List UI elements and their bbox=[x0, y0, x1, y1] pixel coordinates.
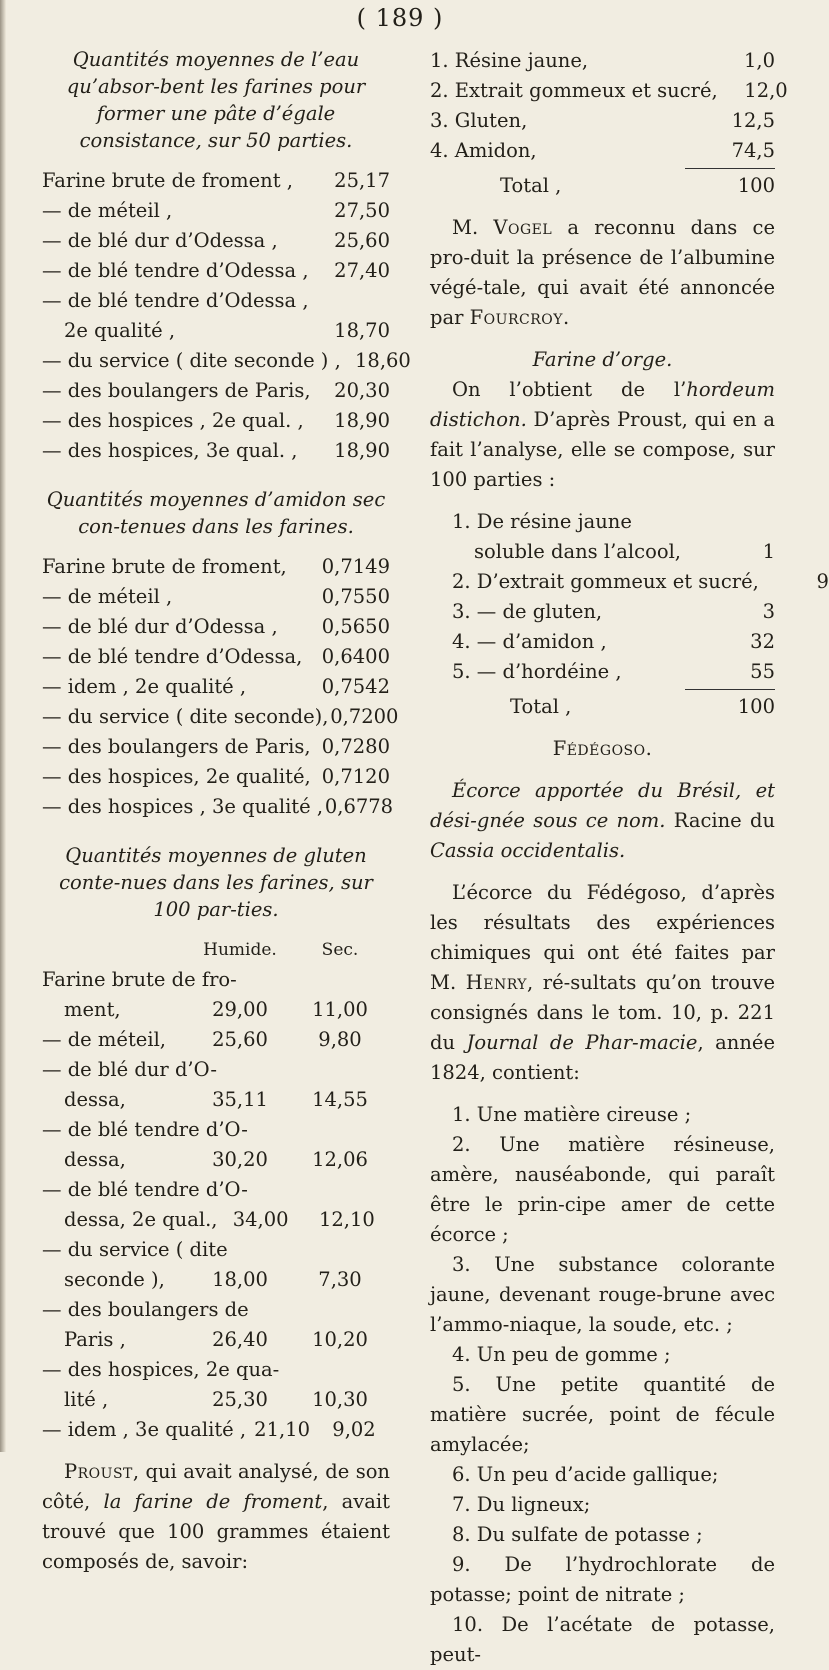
row-dry: 12,10 bbox=[318, 1208, 375, 1231]
table-row bbox=[42, 1115, 390, 1145]
table-row bbox=[42, 732, 390, 762]
row-value: 18,60 bbox=[355, 349, 411, 372]
table-row bbox=[42, 1205, 390, 1235]
row-label: — de blé tendre d’Odessa, bbox=[42, 645, 303, 668]
row-label: 4. — d’amidon , bbox=[452, 630, 607, 653]
row-dry: 10,20 bbox=[312, 1328, 368, 1351]
row-wet bbox=[237, 965, 314, 995]
row-value: 0,6778 bbox=[324, 795, 394, 818]
row-value: 0,5650 bbox=[321, 615, 390, 638]
gluten-table-header bbox=[42, 935, 390, 965]
table-row bbox=[42, 166, 390, 196]
row-wet: 25,30 bbox=[212, 1388, 268, 1411]
page-edge-shadow bbox=[0, 0, 6, 1452]
vogel-text: a reconnu dans ce pro-duit la présence de l’albumine végé-tale, qui avait été annoncée par bbox=[430, 216, 775, 329]
row-label: — de blé dur d’O- bbox=[42, 1058, 217, 1081]
row-label: 4. Amidon, bbox=[430, 139, 537, 162]
table-row bbox=[42, 316, 390, 346]
row-dry: 14,55 bbox=[312, 1088, 368, 1111]
orge-table bbox=[430, 507, 829, 722]
row-wet: 18,00 bbox=[212, 1268, 268, 1291]
row-label: — idem , 2e qualité , bbox=[42, 675, 247, 698]
row-dry bbox=[335, 1355, 390, 1385]
row-label: 2e qualité , bbox=[64, 319, 176, 342]
table-row bbox=[42, 762, 390, 792]
row-dry bbox=[313, 965, 390, 995]
list-item: 9. De l’hydrochlorate de potasse; point de nitrate ; bbox=[430, 1553, 775, 1606]
proust-text-1: , qui avait analysé, de son côté, bbox=[42, 1460, 390, 1513]
henry-name: Henry bbox=[465, 971, 528, 994]
row-value: 18,90 bbox=[334, 439, 390, 462]
row-dry: 9,02 bbox=[332, 1418, 376, 1441]
table-row bbox=[42, 1415, 390, 1445]
row-wet: 35,11 bbox=[212, 1088, 268, 1111]
row-wet bbox=[279, 1355, 334, 1385]
row-label: — du service ( dite bbox=[42, 1238, 228, 1261]
table-row bbox=[430, 567, 829, 597]
table-row bbox=[430, 136, 775, 166]
row-dry bbox=[303, 1055, 390, 1085]
row-wet: 29,00 bbox=[212, 998, 268, 1021]
fedegoso-paragraph bbox=[430, 878, 775, 1088]
table-row bbox=[42, 672, 390, 702]
table-row bbox=[42, 1325, 390, 1355]
row-dry: 7,30 bbox=[318, 1268, 362, 1291]
row-wet: 34,00 bbox=[232, 1208, 289, 1231]
table-row bbox=[42, 1355, 390, 1385]
left-column bbox=[42, 46, 411, 1577]
row-wet bbox=[248, 1175, 319, 1205]
total-value: 100 bbox=[737, 174, 775, 197]
row-value: 20,30 bbox=[334, 379, 390, 402]
proust-name: Proust bbox=[64, 1460, 133, 1483]
list-item: 10. De l’acétate de potasse, peut- bbox=[430, 1613, 775, 1666]
list-item: 4. Un peu de gomme ; bbox=[452, 1343, 671, 1366]
list-item: 8. Du sulfate de potasse ; bbox=[452, 1523, 703, 1546]
row-label: 5. — d’hordéine , bbox=[452, 660, 622, 683]
list-item: 1. Une matière cireuse ; bbox=[452, 1103, 692, 1126]
fedegoso-list bbox=[430, 1100, 775, 1670]
journal-italic: Journal de Phar-macie bbox=[466, 1031, 698, 1054]
list-item: 5. Une petite quantité de matière sucrée, point de fécule amylacée; bbox=[430, 1373, 775, 1456]
row-dry: 11,00 bbox=[312, 998, 368, 1021]
table-row bbox=[42, 1055, 390, 1085]
table-row bbox=[42, 1085, 390, 1115]
row-label: Paris , bbox=[64, 1328, 126, 1351]
row-label: seconde ), bbox=[64, 1268, 165, 1291]
orge-text-2: D’après Proust, qui en a fait l’analyse, elle se compose, sur 100 parties : bbox=[430, 408, 775, 491]
row-value: 1 bbox=[762, 540, 775, 563]
row-dry: 12,06 bbox=[312, 1148, 368, 1171]
table-row bbox=[42, 1385, 390, 1415]
composition-table bbox=[430, 46, 788, 201]
table-row bbox=[42, 226, 390, 256]
orge-heading: Farine d’orge. bbox=[532, 348, 673, 371]
table-row bbox=[42, 552, 390, 582]
row-label: Farine brute de fro- bbox=[42, 968, 237, 991]
row-label: 2. D’extrait gommeux et sucré, bbox=[452, 570, 759, 593]
list-item: 7. Du ligneux; bbox=[452, 1493, 591, 1516]
row-label: — de blé tendre d’O- bbox=[42, 1118, 248, 1141]
table-row bbox=[42, 256, 390, 286]
fedegoso-italic: Écorce apportée du Brésil, et dési-gnée sous ce nom. bbox=[430, 779, 775, 832]
row-dry bbox=[309, 1235, 390, 1265]
row-label: — de méteil, bbox=[42, 1028, 166, 1051]
row-value: 18,90 bbox=[334, 409, 390, 432]
row-wet bbox=[217, 1055, 304, 1085]
row-value: 0,6400 bbox=[321, 645, 390, 668]
row-value: 9 bbox=[816, 570, 829, 593]
vogel-paragraph bbox=[430, 213, 775, 333]
table-row bbox=[430, 657, 775, 687]
row-value: 0,7149 bbox=[321, 555, 390, 578]
total-label: Total , bbox=[510, 695, 572, 718]
row-label: — du service ( dite seconde ) , bbox=[42, 349, 341, 372]
row-label: — de blé dur d’Odessa , bbox=[42, 229, 278, 252]
row-value: 0,7280 bbox=[321, 735, 390, 758]
row-dry: 10,30 bbox=[312, 1388, 368, 1411]
total-value: 100 bbox=[737, 695, 775, 718]
row-wet bbox=[228, 1235, 309, 1265]
row-dry bbox=[319, 1115, 390, 1145]
row-label: — des hospices , 2e qual. , bbox=[42, 409, 304, 432]
gluten-col-dry: Sec. bbox=[321, 940, 359, 960]
row-label: — des boulangers de Paris, bbox=[42, 735, 311, 758]
row-dry bbox=[319, 1175, 390, 1205]
row-wet: 26,40 bbox=[212, 1328, 268, 1351]
row-label: — de méteil , bbox=[42, 585, 173, 608]
row-label: — des hospices, 2e qualité, bbox=[42, 765, 311, 788]
sum-rule bbox=[685, 168, 775, 169]
total-row bbox=[430, 171, 775, 201]
vogel-name: Vogel bbox=[493, 216, 553, 239]
table-row bbox=[42, 1145, 390, 1175]
row-wet: 21,10 bbox=[254, 1418, 310, 1441]
row-label: — des hospices, 2e qua- bbox=[42, 1358, 280, 1381]
row-label: 1. Résine jaune, bbox=[430, 49, 589, 72]
proust-italic: la farine de froment bbox=[103, 1490, 323, 1513]
row-value: 25,17 bbox=[334, 169, 390, 192]
total-row bbox=[430, 692, 775, 722]
table-row bbox=[42, 582, 390, 612]
row-label: — des hospices, 3e qual. , bbox=[42, 439, 298, 462]
table-row bbox=[42, 1175, 390, 1205]
table-row bbox=[42, 1025, 390, 1055]
row-label: 3. Gluten, bbox=[430, 109, 528, 132]
row-value: 12,5 bbox=[731, 109, 775, 132]
row-label: ment, bbox=[64, 998, 121, 1021]
row-label: — du service ( dite seconde), bbox=[42, 705, 329, 728]
table-row bbox=[42, 995, 390, 1025]
fedegoso-text-1: L’écorce du Fédégoso, d’après les résultats des expériences chimiques qui ont été faites par M. bbox=[430, 881, 775, 994]
orge-text-1: On l’obtient de l’ bbox=[452, 378, 687, 401]
row-label: 1. De résine jaune soluble dans l’alcool, bbox=[452, 510, 682, 563]
row-value: 18,70 bbox=[334, 319, 390, 342]
table-row bbox=[42, 376, 390, 406]
row-value bbox=[320, 286, 390, 316]
row-value: 1,0 bbox=[743, 49, 775, 72]
fedegoso-text-2: , ré-sultats qu’on trouve consignés dans le tom. 10, p. 221 du bbox=[430, 971, 775, 1054]
table-row bbox=[42, 702, 399, 732]
table-row bbox=[42, 642, 390, 672]
row-label: — de méteil , bbox=[42, 199, 173, 222]
row-label: Farine brute de froment , bbox=[42, 169, 293, 192]
proust-paragraph bbox=[42, 1457, 390, 1577]
table-row bbox=[42, 1265, 390, 1295]
row-value: 27,40 bbox=[334, 259, 390, 282]
list-item: 2. Une matière résineuse, amère, nauséabonde, qui paraît être le prin-cipe amer de cette écorce ; bbox=[430, 1133, 775, 1246]
row-value: 27,50 bbox=[334, 199, 390, 222]
water-heading: Quantités moyennes de l’eau qu’absor-bent les farines pour former une pâte d’égale consistance, sur 50 parties. bbox=[66, 48, 366, 152]
table-row bbox=[430, 597, 775, 627]
vogel-end: . bbox=[562, 306, 570, 329]
sum-rule bbox=[685, 689, 775, 690]
proust-text-2: , avait trouvé que 100 grammes étaient composés de, savoir: bbox=[42, 1490, 390, 1573]
row-value: 0,7120 bbox=[321, 765, 390, 788]
table-row bbox=[42, 1295, 390, 1325]
row-label: Farine brute de froment, bbox=[42, 555, 287, 578]
fedegoso-subtitle bbox=[430, 776, 775, 866]
list-item: 6. Un peu d’acide gallique; bbox=[452, 1463, 719, 1486]
row-value: 0,7200 bbox=[330, 705, 399, 728]
page-number: ( 189 ) bbox=[356, 4, 444, 32]
gluten-heading: Quantités moyennes de gluten conte-nues dans les farines, sur 100 par-ties. bbox=[59, 844, 373, 921]
table-row bbox=[42, 965, 390, 995]
fedegoso-text-3: , année 1824, contient: bbox=[430, 1031, 775, 1084]
row-wet: 30,20 bbox=[212, 1148, 268, 1171]
fedegoso-italic-2: Cassia occidentalis. bbox=[430, 839, 626, 862]
row-label: — de blé dur d’Odessa , bbox=[42, 615, 278, 638]
row-label: — des boulangers de Paris, bbox=[42, 379, 311, 402]
row-label: dessa, bbox=[64, 1148, 126, 1171]
table-row bbox=[42, 1235, 390, 1265]
table-row bbox=[42, 792, 394, 822]
orge-paragraph bbox=[430, 375, 775, 495]
table-row bbox=[42, 436, 390, 466]
table-row bbox=[42, 612, 390, 642]
row-wet bbox=[248, 1115, 319, 1145]
row-label: 2. Extrait gommeux et sucré, bbox=[430, 79, 718, 102]
row-label: dessa, bbox=[64, 1088, 126, 1111]
vogel-pre: M. bbox=[452, 216, 494, 239]
total-label: Total , bbox=[500, 174, 562, 197]
row-wet: 25,60 bbox=[212, 1028, 268, 1051]
table-row bbox=[430, 76, 788, 106]
row-value: 25,60 bbox=[334, 229, 390, 252]
starch-heading: Quantités moyennes d’amidon sec con-tenues dans les farines. bbox=[46, 488, 386, 538]
table-row bbox=[430, 46, 775, 76]
fedegoso-roman: Racine du bbox=[665, 809, 776, 832]
table-row bbox=[430, 627, 775, 657]
row-value: 32 bbox=[750, 630, 775, 653]
row-label: dessa, 2e qual., bbox=[64, 1208, 218, 1231]
row-value: 74,5 bbox=[731, 139, 775, 162]
row-label: lité , bbox=[64, 1388, 109, 1411]
row-label: — de blé tendre d’Odessa , bbox=[42, 259, 309, 282]
list-item: 3. Une substance colorante jaune, devenant rouge-brune avec l’ammo-niaque, la soude, etc. ; bbox=[430, 1253, 775, 1336]
row-value: 0,7550 bbox=[321, 585, 390, 608]
orge-italic: hordeum distichon. bbox=[430, 378, 775, 431]
row-label: 3. — de gluten, bbox=[452, 600, 603, 623]
water-table bbox=[42, 166, 411, 466]
row-dry: 9,80 bbox=[318, 1028, 362, 1051]
table-row bbox=[430, 106, 775, 136]
right-column bbox=[430, 46, 829, 1670]
row-value: 12,0 bbox=[744, 79, 788, 102]
table-row bbox=[42, 406, 390, 436]
row-label: — de blé tendre d’Odessa , bbox=[42, 289, 309, 312]
row-label: — de blé tendre d’O- bbox=[42, 1178, 248, 1201]
row-value: 55 bbox=[750, 660, 775, 683]
row-label: — des hospices , 3e qualité , bbox=[42, 795, 324, 818]
row-value: 3 bbox=[762, 600, 775, 623]
row-wet bbox=[249, 1295, 320, 1325]
row-label: — idem , 3e qualité , bbox=[42, 1418, 247, 1441]
gluten-col-wet: Humide. bbox=[203, 940, 277, 960]
table-row bbox=[42, 286, 390, 316]
row-dry bbox=[319, 1295, 390, 1325]
table-row bbox=[42, 196, 390, 226]
starch-table bbox=[42, 552, 399, 822]
fedegoso-title: Fédégoso. bbox=[552, 737, 653, 760]
table-row bbox=[430, 507, 775, 567]
table-row bbox=[42, 346, 411, 376]
fourcroy-name: Fourcroy bbox=[469, 306, 563, 329]
row-label: — des boulangers de bbox=[42, 1298, 249, 1321]
row-value: 0,7542 bbox=[321, 675, 390, 698]
gluten-table bbox=[42, 965, 390, 1445]
